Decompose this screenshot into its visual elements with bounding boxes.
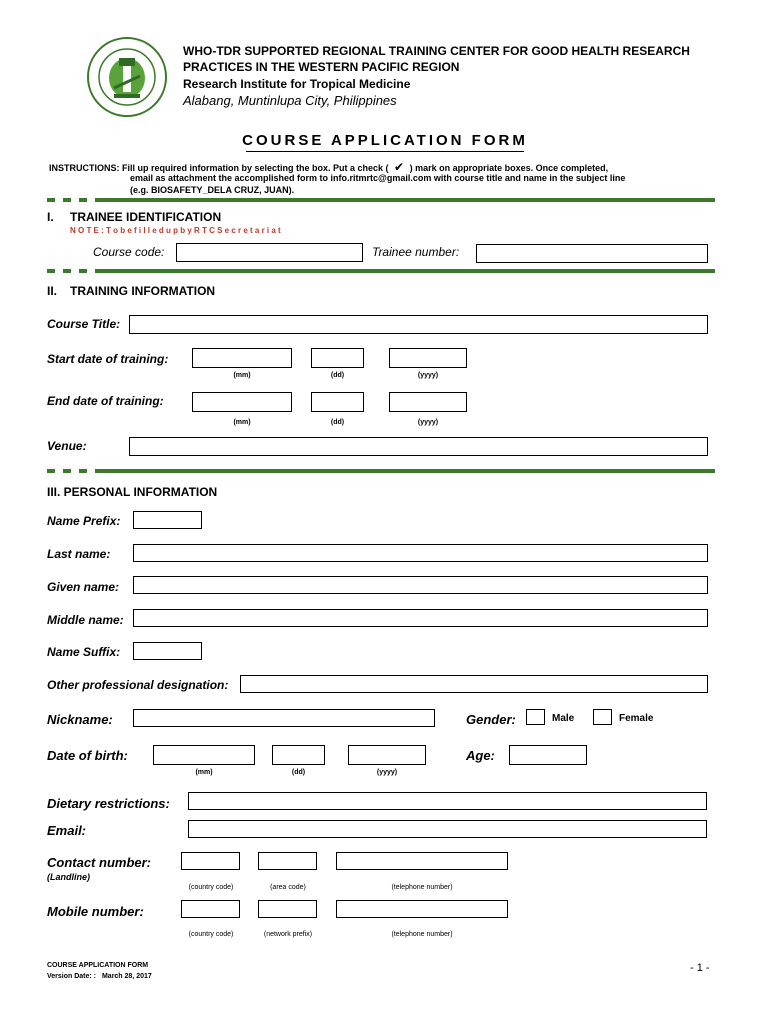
institute-seal	[86, 36, 168, 118]
section-1-number: I.	[47, 210, 54, 224]
trainee-number-label: Trainee number:	[372, 245, 460, 259]
end-date-yyyy-caption: (yyyy)	[417, 419, 439, 426]
email-input[interactable]	[188, 820, 707, 838]
course-code-input[interactable]	[176, 243, 363, 262]
start-date-dd-caption: (dd)	[330, 372, 345, 379]
name-prefix-label: Name Prefix:	[47, 514, 121, 528]
end-date-label: End date of training:	[47, 394, 164, 408]
footer-version-date: March 28, 2017	[101, 973, 152, 980]
dob-mm-caption: (mm)	[195, 769, 213, 776]
start-date-mm-caption: (mm)	[233, 372, 251, 379]
given-name-input[interactable]	[133, 576, 708, 594]
dob-yyyy-input[interactable]	[348, 745, 426, 765]
name-suffix-label: Name Suffix:	[47, 645, 121, 659]
instructions-text-1b: ) mark on appropriate boxes. Once completed,	[409, 163, 609, 173]
trainee-number-input[interactable]	[476, 244, 708, 263]
course-title-input[interactable]	[129, 315, 708, 334]
instructions-text-1a: Fill up required information by selecting the box. Put a check (	[122, 163, 389, 173]
end-date-mm-caption: (mm)	[233, 419, 251, 426]
section-divider	[47, 269, 715, 273]
other-designation-label: Other professional designation:	[47, 678, 229, 692]
mobile-network-prefix-input[interactable]	[258, 900, 317, 918]
section-3-title: III. PERSONAL INFORMATION	[47, 485, 218, 499]
gender-male-checkbox[interactable]	[526, 709, 545, 725]
email-label: Email:	[47, 823, 87, 838]
header-line-3: Research Institute for Tropical Medicine	[183, 77, 411, 91]
contact-telephone-caption: (telephone number)	[391, 884, 453, 891]
name-prefix-input[interactable]	[133, 511, 202, 529]
contact-country-code-input[interactable]	[181, 852, 240, 870]
section-1-note: N O T E : T o b e f i l l e d u p b y R T C S e c r e t a r i a t	[70, 226, 281, 235]
instructions-line-2: email as attachment the accomplished form to info.ritmrtc@gmail.com with course title and name in the subject line	[130, 173, 626, 183]
title-underline	[246, 151, 524, 152]
section-divider	[47, 198, 715, 202]
name-suffix-input[interactable]	[133, 642, 202, 660]
age-label: Age:	[466, 748, 495, 763]
start-date-mm-input[interactable]	[192, 348, 292, 368]
dob-label: Date of birth:	[47, 748, 128, 763]
nickname-input[interactable]	[133, 709, 435, 727]
age-input[interactable]	[509, 745, 587, 765]
end-date-mm-input[interactable]	[192, 392, 292, 412]
page-number: - 1 -	[690, 962, 710, 974]
venue-label: Venue:	[47, 439, 87, 453]
section-1-title: TRAINEE IDENTIFICATION	[70, 210, 222, 224]
course-code-label: Course code:	[93, 245, 165, 259]
dietary-input[interactable]	[188, 792, 707, 810]
header-line-4: Alabang, Muntinlupa City, Philippines	[183, 93, 397, 108]
gender-female-checkbox[interactable]	[593, 709, 612, 725]
section-2-title: TRAINING INFORMATION	[70, 284, 216, 298]
mobile-country-code-caption: (country code)	[188, 931, 234, 938]
mobile-telephone-caption: (telephone number)	[391, 931, 453, 938]
end-date-dd-caption: (dd)	[330, 419, 345, 426]
form-title: COURSE APPLICATION FORM	[242, 132, 528, 149]
venue-input[interactable]	[129, 437, 708, 456]
last-name-input[interactable]	[133, 544, 708, 562]
end-date-yyyy-input[interactable]	[389, 392, 467, 412]
mobile-country-code-input[interactable]	[181, 900, 240, 918]
dietary-label: Dietary restrictions:	[47, 796, 170, 811]
contact-country-code-caption: (country code)	[188, 884, 234, 891]
landline-label: (Landline)	[47, 872, 90, 882]
dob-dd-input[interactable]	[272, 745, 325, 765]
start-date-yyyy-input[interactable]	[389, 348, 467, 368]
course-title-label: Course Title:	[47, 317, 121, 331]
start-date-label: Start date of training:	[47, 352, 169, 366]
check-icon: ✔	[394, 160, 405, 174]
dob-dd-caption: (dd)	[291, 769, 306, 776]
section-divider	[47, 469, 715, 473]
footer-version	[47, 973, 152, 980]
footer-version-label: Version Date: :	[47, 973, 97, 980]
gender-male-label: Male	[552, 713, 575, 724]
instructions-prefix: INSTRUCTIONS:	[49, 163, 120, 173]
contact-area-code-input[interactable]	[258, 852, 317, 870]
gender-label: Gender:	[466, 712, 516, 727]
dob-yyyy-caption: (yyyy)	[376, 769, 398, 776]
header-line-1: WHO-TDR SUPPORTED REGIONAL TRAINING CENTER FOR GOOD HEALTH RESEARCH	[183, 44, 690, 58]
footer-form-name: COURSE APPLICATION FORM	[47, 962, 149, 969]
instructions-line-3: (e.g. BIOSAFETY_DELA CRUZ, JUAN).	[130, 185, 295, 195]
dob-mm-input[interactable]	[153, 745, 255, 765]
nickname-label: Nickname:	[47, 712, 113, 727]
end-date-dd-input[interactable]	[311, 392, 364, 412]
gender-female-label: Female	[619, 713, 654, 724]
contact-telephone-input[interactable]	[336, 852, 508, 870]
mobile-telephone-input[interactable]	[336, 900, 508, 918]
given-name-label: Given name:	[47, 580, 120, 594]
middle-name-input[interactable]	[133, 609, 708, 627]
mobile-network-prefix-caption: (network prefix)	[263, 931, 313, 938]
mobile-label: Mobile number:	[47, 904, 144, 919]
section-2-number: II.	[47, 284, 58, 298]
middle-name-label: Middle name:	[47, 613, 124, 627]
start-date-dd-input[interactable]	[311, 348, 364, 368]
other-designation-input[interactable]	[240, 675, 708, 693]
start-date-yyyy-caption: (yyyy)	[417, 372, 439, 379]
last-name-label: Last name:	[47, 547, 111, 561]
contact-label: Contact number:	[47, 855, 151, 870]
contact-area-code-caption: (area code)	[270, 884, 306, 891]
header-line-2: PRACTICES IN THE WESTERN PACIFIC REGION	[183, 60, 460, 74]
